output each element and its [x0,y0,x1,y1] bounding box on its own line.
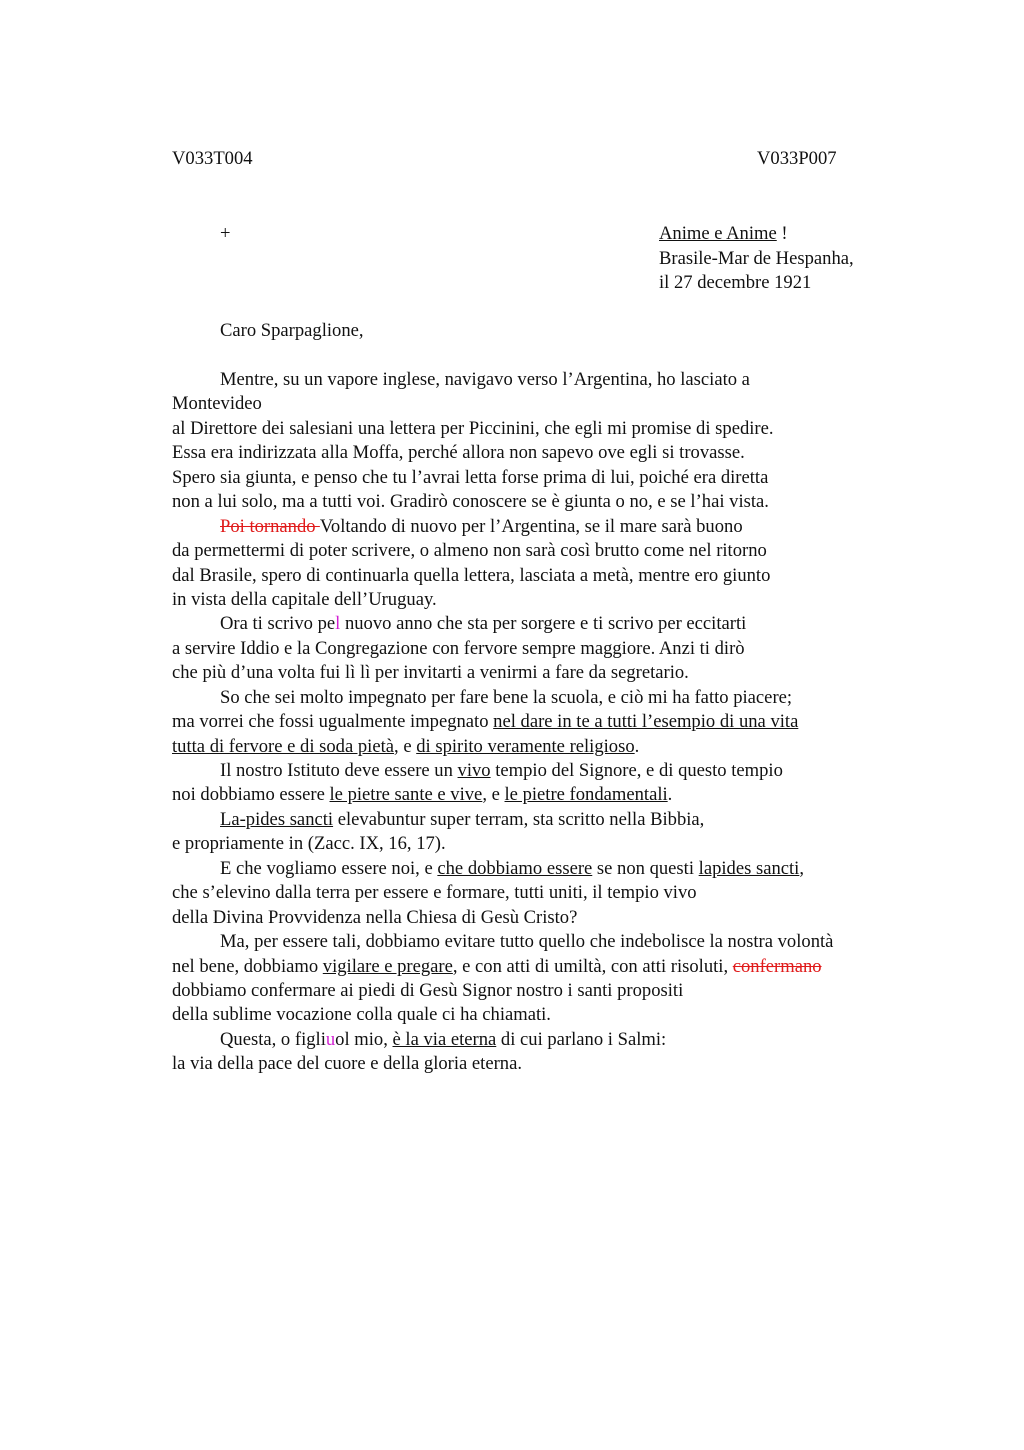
body-line: da permettermi di poter scrivere, o almeno non sarà così brutto come nel ritorno [172,540,767,562]
body-text: , e [482,784,505,806]
body-text: ol mio, [335,1028,393,1050]
body-line: Spero sia giunta, e penso che tu l’avrai letta forse prima di lui, poiché era diretta [172,466,769,488]
body-text: Il nostro Istituto deve essere un [220,760,458,781]
body-text: nuovo anno che sta per sorgere e ti scrivo per eccitarti [340,613,747,635]
body-text: . [667,784,673,806]
underlined-text: nel dare in te a tutti l’esempio di una vita [493,711,799,733]
inserted-text: l [335,613,341,635]
body-line: Montevideo [172,393,262,415]
cross-mark: + [220,223,231,244]
body-text: , e con atti di umiltà, con atti risoluti, [452,955,733,977]
body-line [172,612,932,636]
letter-body [172,368,932,1077]
deleted-text: confermano [732,955,822,977]
body-text: tempio del Signore, e di questo tempio [490,760,783,781]
body-line: a servire Iddio e la Congregazione con fervore sempre maggiore. Anzi ti dirò [172,637,745,659]
body-line [172,1028,932,1052]
underlined-text: La-pides sancti [220,808,334,830]
underlined-text: vivo [457,760,491,781]
document-code-right: V033P007 [757,148,837,169]
heading-date: il 27 decembre 1921 [659,272,812,293]
body-line: Ma, per essere tali, dobbiamo evitare tutto quello che indebolisce la nostra volontà [220,931,834,953]
body-line: che s’elevino dalla terra per essere e formare, tutti uniti, il tempio vivo [172,882,697,904]
body-text: di cui parlano i Salmi: [496,1028,667,1050]
body-line: non a lui solo, ma a tutti voi. Gradirò conoscere se è giunta o no, e se l’hai vista. [172,491,769,513]
document-code-left: V033T004 [172,148,253,169]
body-line: dobbiamo confermare ai piedi di Gesù Signor nostro i santi propositi [172,979,684,1001]
body-line [172,735,932,759]
body-line: in vista della capitale dell’Uruguay. [172,588,437,610]
body-line [172,515,932,539]
body-text: , e [394,735,417,757]
body-line: Mentre, su un vapore inglese, navigavo verso l’Argentina, ho lasciato a [220,369,750,390]
heading-title-line [659,222,854,247]
body-line: e propriamente in (Zacc. IX, 16, 17). [172,833,446,855]
body-line: che più d’una volta fui lì lì per invitarti a venirmi a fare da segretario. [172,662,689,684]
body-text: ma vorrei che fossi ugualmente impegnato [172,711,494,733]
body-line: della Divina Provvidenza nella Chiesa di Gesù Cristo? [172,906,578,928]
underlined-text: le pietre fondamentali [504,784,668,806]
underlined-text: è la via eterna [392,1028,497,1050]
body-text: . [634,735,640,757]
underlined-text: vigilare e pregare [322,955,453,977]
underlined-text: le pietre sante e vive [329,784,483,806]
body-text: Voltando di nuovo per l’Argentina, se il mare sarà buono [319,515,743,537]
body-text: , [799,857,804,879]
body-text: E che vogliamo essere noi, e [220,857,438,879]
body-line: dal Brasile, spero di continuarla quella lettera, lasciata a metà, mentre ero giunto [172,564,771,586]
deleted-text: Poi tornando [220,515,320,537]
body-line [172,759,932,783]
body-text: Ora ti scrivo pe [220,613,336,635]
underlined-text: che dobbiamo essere [437,857,593,879]
body-line [172,808,932,832]
underlined-text: tutta di fervore e di soda pietà [172,735,395,757]
inserted-text: u [325,1028,336,1050]
body-text: Questa, o figli [220,1028,326,1050]
body-line: Essa era indirizzata alla Moffa, perché allora non sapevo ove egli si trovasse. [172,442,745,464]
body-line: So che sei molto impegnato per fare bene la scuola, e ciò mi ha fatto piacere; [220,686,793,708]
body-text: noi dobbiamo essere [172,784,330,806]
heading-title: Anime e Anime [659,223,777,244]
body-text: nel bene, dobbiamo [172,955,323,977]
heading-place: Brasile-Mar de Hespanha, [659,247,854,269]
body-text: elevabuntur super terram, sta scritto nella Bibbia, [333,808,705,830]
body-line [172,783,932,807]
body-line: la via della pace del cuore e della gloria eterna. [172,1053,522,1075]
heading-exclaim: ! [776,223,788,244]
letter-heading [659,222,854,296]
body-line: della sublime vocazione colla quale ci ha chiamati. [172,1004,551,1026]
body-line [172,857,932,881]
underlined-text: lapides sancti [698,857,800,879]
body-line: al Direttore dei salesiani una lettera per Piccinini, che egli mi promise di spedire. [172,417,774,439]
body-line [172,955,932,979]
underlined-text: di spirito veramente religioso [416,735,635,757]
body-line [172,710,932,734]
letter-greeting: Caro Sparpaglione, [220,320,364,341]
body-text: se non questi [592,857,699,879]
